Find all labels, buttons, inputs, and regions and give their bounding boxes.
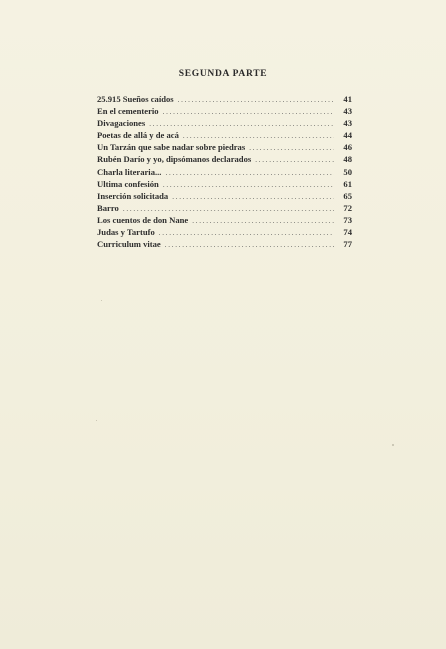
toc-entry-title: Rubén Darío y yo, dipsómanos declarados: [97, 154, 252, 165]
toc-entry-title: Judas y Tartufo: [97, 227, 155, 238]
toc-entry: [97, 226, 352, 238]
section-heading: SEGUNDA PARTE: [178, 69, 268, 79]
toc-entry-page: 44: [343, 130, 352, 141]
toc-entry: [97, 202, 352, 214]
toc-entry-title: Curriculum vitae: [97, 239, 161, 250]
toc-entry-page: 61: [343, 178, 352, 189]
toc-entry-title: Ultima confesión: [97, 178, 159, 189]
toc-entry: [97, 238, 352, 250]
toc-entry: [97, 178, 352, 190]
toc-entry-title: Barro: [97, 202, 119, 213]
toc-entry: [97, 117, 352, 129]
toc-entry-page: 43: [343, 118, 352, 129]
toc-entry: [97, 190, 352, 202]
toc-entry-title: 25.915 Sueños caídos: [97, 94, 174, 104]
toc-entry-title: Charla literaria...: [97, 166, 162, 177]
toc-entry-page: 50: [343, 166, 352, 177]
dot-leader: [165, 238, 334, 251]
toc-entry: [97, 105, 352, 117]
toc-entry: [97, 93, 352, 105]
toc-entry-title: Divagaciones: [97, 118, 146, 129]
toc-entry-page: 46: [343, 142, 352, 153]
toc-entry-page: 43: [343, 106, 352, 117]
toc-entry-title: Poetas de allá y de acá: [97, 130, 179, 141]
toc-entry: [97, 153, 352, 165]
table-of-contents: [97, 93, 352, 250]
toc-entry-title: Un Tarzán que sabe nadar sobre piedras: [97, 142, 246, 153]
toc-entry-page: 48: [343, 154, 352, 165]
toc-entry: [97, 214, 352, 226]
toc-entry-page: 77: [343, 239, 352, 250]
toc-entry: [97, 166, 352, 178]
toc-entry: [97, 141, 352, 153]
paper-speck: [392, 444, 394, 446]
toc-entry-title: Los cuentos de don Nane: [97, 214, 189, 225]
toc-entry-page: 65: [343, 190, 352, 201]
toc-entry: [97, 129, 352, 141]
toc-entry-title: Inserción solicitada: [97, 190, 169, 201]
toc-entry-page: 72: [343, 202, 352, 213]
toc-entry-title: En el cementerio: [97, 106, 159, 117]
toc-entry-page: 74: [343, 227, 352, 238]
toc-entry-page: 41: [343, 94, 352, 104]
paper-speck: [101, 300, 102, 301]
toc-entry-page: 73: [343, 214, 352, 225]
paper-speck: [96, 420, 97, 421]
